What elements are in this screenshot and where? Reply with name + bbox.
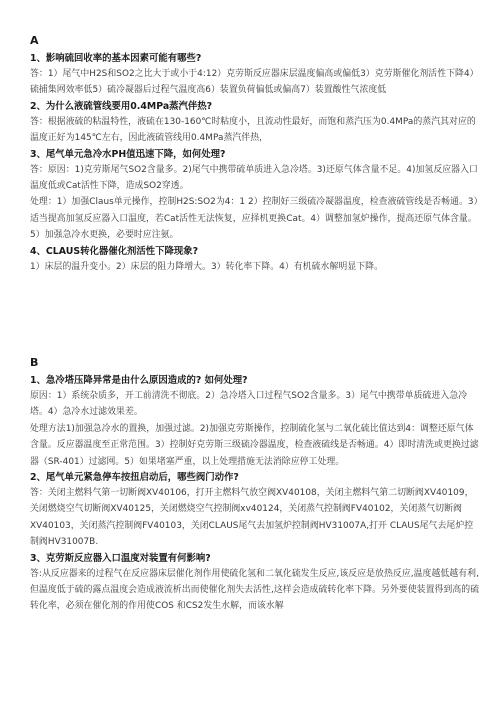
answer-paragraph: 答：1）尾气中H2S和SO2之比大于或小于4:12）克劳斯反应器床层温度偏高或偏低3）克劳斯催化剂活性下降4）硫捕集网效率低5）硫冷凝器后过程气温度高6）装置负荷偏低或偏高7）装置酸性气浓度低 [30, 69, 479, 96]
qa-item [30, 470, 480, 551]
section-a [30, 34, 480, 275]
answer-paragraph: 答:从反应器来的过程气在反应器床层催化剂作用使硫化氢和二氧化硫发生反应,该反应是放热反应,温度越低越有利,但温度低于硫的露点温度会造成液流析出而使催化剂失去活性,这样会造成硫转化率下降。另外要使装置得到高的硫转化率，必须在催化剂的作用使COS 和CS2发生水解，而该水解 [30, 568, 480, 612]
treatment-paragraph: 处理：1）加强Claus单元操作，控制H2S:SO2为4：1 2）控制好三级硫冷凝器温度，检查液硫管线是否畅通。3）适当提高加氢反应器入口温度，若Cat活性无法恢复，应择机更换Cat。4）调整加氢炉操作，提高还原气体含量。5）加强急冷水更换，必要时应注氨。 [30, 197, 479, 241]
answer-paragraph: 答：根据液硫的粘温特性，液硫在130-160℃时粘度小，且流动性最好，而饱和蒸汽压为0.4MPa的蒸汽其对应的温度正好为145℃左右，因此液硫管线用0.4MPa蒸汽伴热， [30, 116, 476, 144]
question-heading: 4、CLAUS转化器催化剂活性下降现象? [30, 245, 199, 257]
qa-item [30, 373, 480, 470]
question-heading: 2、为什么液硫管线要用0.4MPa蒸汽伴热? [30, 100, 213, 112]
question-heading: 2、尾气单元紧急停车按扭启动后，哪些阀门动作? [30, 472, 239, 484]
question-heading: 1、影响硫回收率的基本因素可能有哪些? [30, 53, 202, 64]
qa-item [30, 244, 480, 275]
answer-paragraph: 答：关闭主燃料气第一切断阀XV40106，打开主燃料气放空阀XV40108，关闭主燃料气第二切断阀XV40109，关闭燃烧空气切断阀XV40125，关闭燃烧空气控制阀xv40124，关闭蒸气控制阀FV40102，关闭蒸气切断阀XV40103，关闭蒸汽控制阀FV40103，关闭CLAUS尾气去加氢炉控制阀HV31007A,打开 CLAUS尾气去尾炉控制阀HV31007B. [30, 488, 474, 548]
question-heading: 1、急冷塔压降异常是由什么原因造成的? 如何处理? [30, 375, 248, 386]
section-a-label: A [30, 34, 39, 47]
qa-item [30, 51, 480, 99]
qa-item [30, 551, 480, 615]
question-heading: 3、克劳斯反应器入口温度对装置有何影响? [30, 552, 211, 564]
cause-paragraph: 原因：1）系统杂质多，开工前清洗不彻底。2）急冷塔入口过程气SO2含量多。3）尾气中携带单质硫进入急冷塔。4）急冷水过滤效果差。 [30, 391, 468, 418]
answer-paragraph: 1）床层的温升变小。2）床层的阻力降增大。3）转化率下降。4）有机硫水解明显下降。 [30, 261, 384, 272]
section-b-label: B [30, 356, 39, 369]
section-b [30, 356, 480, 615]
cause-paragraph: 答：原因：1)克劳斯尾气SO2含量多。2)尾气中携带硫单质进入急冷塔。3)还原气体含量不足。4)加氢反应器入口温度低或Cat活性下降，造成SO2穿透。 [30, 164, 478, 192]
treatment-paragraph: 处理方法1)加强急冷水的置换，加强过滤。2)加强克劳斯操作，控制硫化氢与二氧化硫比值达到4：调整还原气体含量。反应器温度至正常范围。3）控制好克劳斯三级硫冷器温度，检查液硫线是否畅通。4）即时清洗或更换过滤器（SR-401）过滤网。5）如果堵塞严重，以上处理措施无法消除应停工处理。 [30, 423, 479, 467]
qa-item [30, 99, 480, 147]
question-heading: 3、尾气单元急冷水PH值迅速下降，如何处理? [30, 148, 226, 160]
qa-item [30, 147, 480, 244]
